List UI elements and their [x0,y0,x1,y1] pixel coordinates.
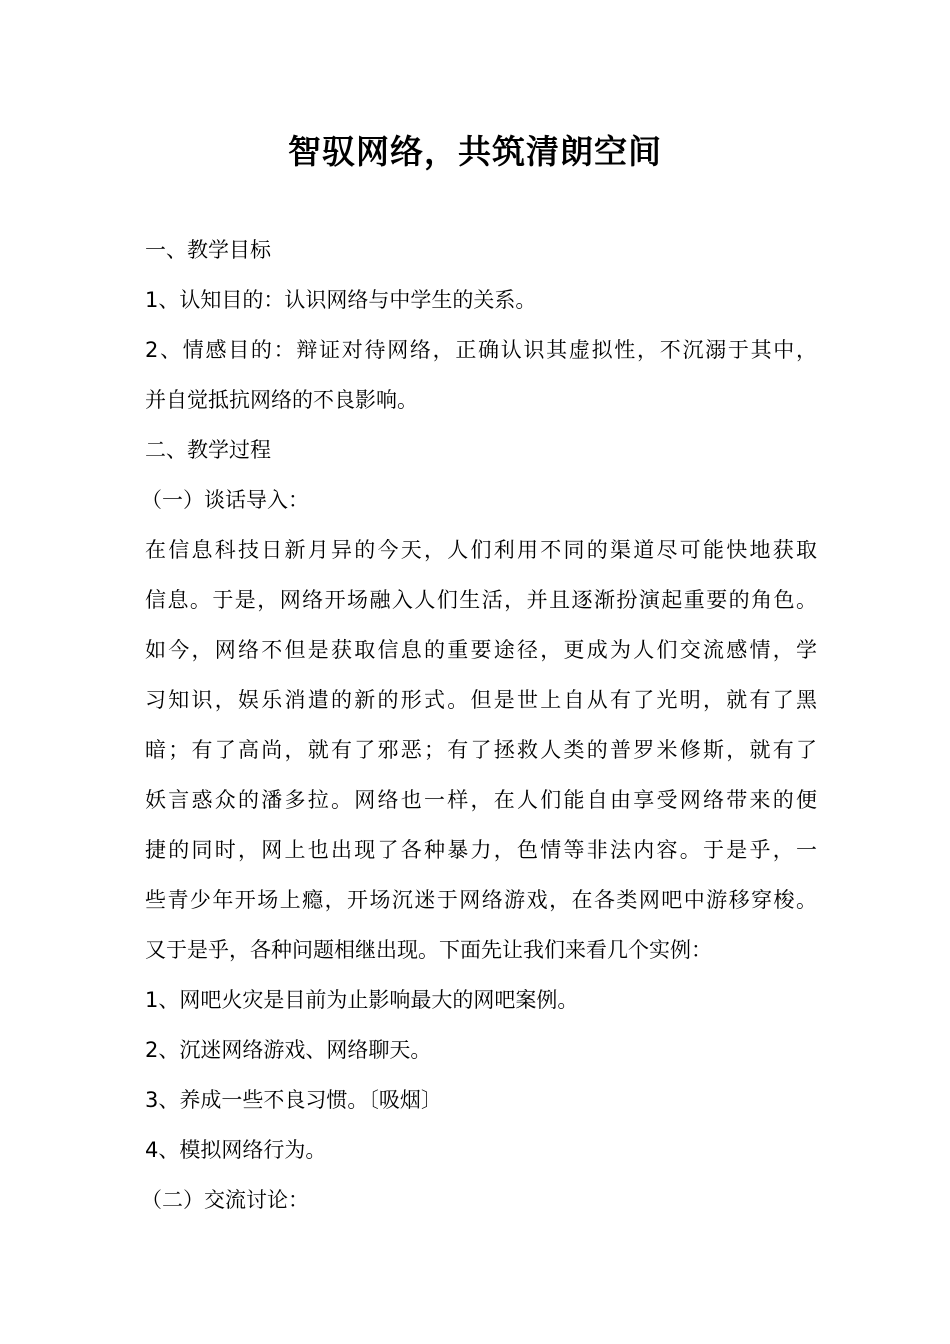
paragraph-line: 在信息科技日新月异的今天，人们利用不同的渠道尽可能快地获取 [145,538,817,562]
example-item-1: 1、网吧火灾是目前为止影响最大的网吧案例。 [145,988,579,1012]
paragraph-line: 暗；有了高尚，就有了邪恶；有了拯救人类的普罗米修斯，就有了 [145,738,817,762]
subheading-discussion: （二）交流讨论： [141,1188,309,1212]
document-title: 智驭网络，共筑清朗空间 [288,132,662,171]
paragraph-line: 妖言惑众的潘多拉。网络也一样，在人们能自由享受网络带来的便 [145,788,817,812]
heading-teaching-process: 二、教学过程 [145,438,271,462]
goal-item-cognitive: 1、认知目的：认识网络与中学生的关系。 [145,288,537,312]
paragraph-line: 习知识，娱乐消遣的新的形式。但是世上自从有了光明，就有了黑 [145,688,817,712]
paragraph-line: 些青少年开场上瘾，开场沉迷于网络游戏，在各类网吧中游移穿梭。 [145,888,817,912]
example-item-4: 4、模拟网络行为。 [145,1138,327,1162]
example-item-3: 3、养成一些不良习惯。〔吸烟〕 [145,1088,442,1112]
heading-teaching-goals: 一、教学目标 [145,238,271,262]
example-item-2: 2、沉迷网络游戏、网络聊天。 [145,1038,432,1062]
subheading-intro: （一）谈话导入： [141,488,309,512]
paragraph-line: 捷的同时，网上也出现了各种暴力，色情等非法内容。于是乎，一 [145,838,817,862]
paragraph-line: 又于是乎，各种问题相继出现。下面先让我们来看几个实例： [145,938,712,962]
goal-item-emotional: 2、情感目的：辩证对待网络，正确认识其虚拟性，不沉溺于其中， [145,338,817,362]
goal-item-emotional-cont: 并自觉抵抗网络的不良影响。 [145,388,418,412]
paragraph-line: 如今，网络不但是获取信息的重要途径，更成为人们交流感情，学 [145,638,817,662]
paragraph-line: 信息。于是，网络开场融入人们生活，并且逐渐扮演起重要的角色。 [145,588,817,612]
